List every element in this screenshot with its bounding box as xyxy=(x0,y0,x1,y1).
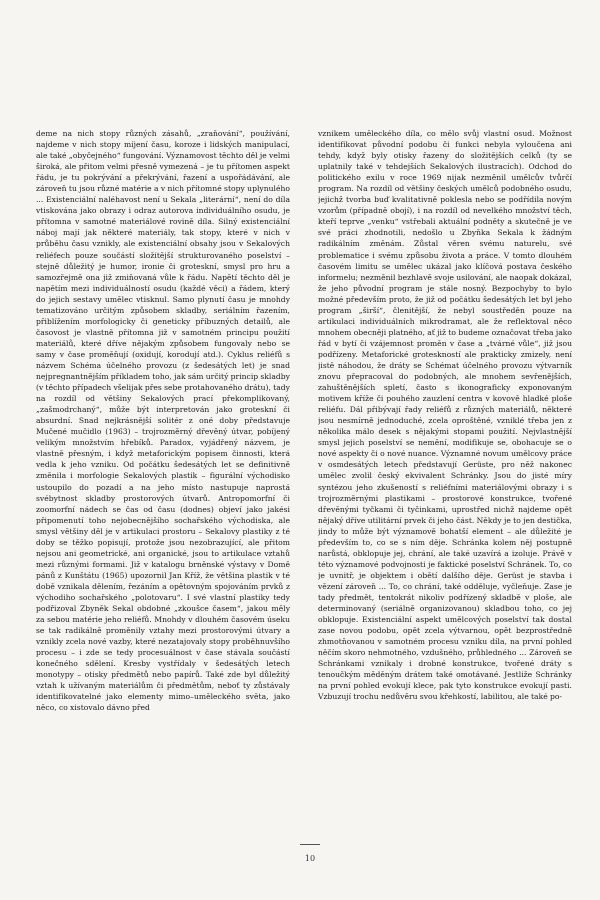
text-column-left: deme na nich stopy různých zásahů, „zraňování“, používání, najdeme v nich stopy míjení času, koroze i lidských manipulací, ale také „obyčejného“ fungování. Významovost těchto děl je velmi široká, ale přitom velmi přesně vymezená – je tu přítomen aspekt řádu, je tu pokrývání a překrývání, řazení a uspořádávání, ale zároveň tu jsou různé matérie a v nich přítomné stopy uplynulého ... Existenciální naléhavost není u Sekala „literární“, není do díla vtiskována jako obrazy i odraz autorova individuálního osudu, je přítomna v samotné materiálové rovině díla. Silný existenciální náboj mají jak některé materiály, tak stopy, které v nich v průběhu času vznikly, ale existenciální obsahy jsou v Sekalových reliéfech pouze součástí složitější strukturovaného poselství – stejně důležitý je humor, ironie či groteskní, smysl pro hru a samozřejmě ona již zmiňovaná vůle k řádu. Napětí těchto děl je napětím mezi individuálností osudu (každé věci) a řádem, který do jejich sestavy umělec vtisknul. Samo plynutí času je mnohdy tematizováno určitým způsobem skladby, seriálním řazením, přiblížením morfologicky či geneticky příbuzných detailů, ale časovost je vlastně přítomna již v samotném principu použití materiálů, které dříve nějakým způsobem fungovaly nebo se samy v čase proměňují (oxidují, korodují atd.). Cyklus reliéfů s názvem Schéma účelného provozu (z šedesátých let) je snad nejpregnantnějším příkladem toho, jak sám určitý princip skladby (v těchto případech všelijak přes sebe protahovaného drátu), tady na rozdíl od většiny Sekalových prací překomplikovaný, „zašmodrchaný“, může být interpretován jako groteskní či absurdní. Snad nejkrásnější solitér z oné doby představuje Mučené mučidlo (1963) – trojrozměrný dřevěný útvar, pobíjený velikým množstvím hřebíků. Paradox, vyjádřený názvem, je vlastně přesným, i když metaforickým popisem činnosti, která vedla k jeho vzniku. Od počátku šedesátých let se definitivně změnila i morfologie Sekalových plastik – figurální východisko ustoupilo do pozadí a na jeho místo nastupuje naprostá svébytnost skladby prostorových útvarů. Antropomorfní či zoomorfní nádech se čas od času (dodnes) objeví jako jakési připomenutí toho nejobecnějšího sochařského východiska, ale smysl většiny děl je v artikulaci prostoru – Sekalovy plastiky z té doby se těžko popisují, protože jsou nezobrazující, ale přitom nejsou ani geometrické, ani organické, jsou to artikulace vztahů mezi různými formami. Již v katalogu brněnské výstavy v Domě pánů z Kunštátu (1965) upozornil Jan Kříž, že většina plastik v té době vznikala dělením, řezáním a opětovným spojováním prvků z východiho sochařského „polotovaru“. I své vlastní plastiky tedy podřizoval Zbyněk Sekal obdobné „zkoušce časem“, jakou měly za sebou matérie jeho reliéfů. Mnohdy v dlouhém časovém úseku se tak radikálně proměnily vztahy mezi prostorovými útvary a vznikly zcela nové vazby, které nezatajovaly stopy proběhnuvšího procesu – i zde se tedy procesuálnost v čase stávala součástí konečného sdělení. Kresby vystřídaly v šedesátých letech monotypy – otisky předmětů nebo papírů. Také zde byl důležitý vztah k užívaným materiálům či předmětům, neboť ty zůstávaly identifikovatelné jako elementy mimo–uměleckého světa, jako něco, co xistovalo dávno před xyxy=(36,129,290,713)
page-footer xyxy=(290,844,330,865)
text-column-right: vznikem uměleckého díla, co mělo svůj vlastní osud. Možnost identifikovat původní podobu či funkci nebyla vyloučena ani tehdy, když byly otisky řazeny do složitějších celků (ty se uplatnily také v tehdejších Sekalových ilustracích). Odchod do politického exilu v roce 1969 nijak nezměnil umělcův tvůrčí program. Na rozdíl od většiny českých umělců podobného osudu, jejichž tvorba buď kvalitativně poklesla nebo se podřídila novým vzorům (případně obojí), i na rozdíl od nevelkého množství těch, kteří teprve „venku“ vstřebali aktuální podněty a skutečně je ve své práci zhodnotili, nedošlo u Zbyňka Sekala k žádným radikálním změnám. Zůstal věren svému naturelu, své problematice i svému způsobu života a práce. V tomto dlouhém časovém limitu se umělec ukázal jako klíčová postava českého informelu; nezměnil bezhlavě svoje usilování, ale naopak dokázal, že jeho původní program je stále nosný. Bezpochyby to bylo možné především proto, že již od počátku šedesátých let byl jeho program „širší“, členitější, že nebyl soustředěn pouze na artikulaci individuálních mikrodramat, ale že reflektoval něco mnohem obecněji platného, ať již to budeme označovat třeba jako řád v bytí či vzájemnost proměn v čase a „tvárné vůle“, již jsou podřízeny. Metaforické groteskností ale prakticky zmizely, není jistě náhodou, že dráty se Schémat účelného provozu výtvarník znovu přepracoval do podobných, ale mnohem sevřenějších, zahuštěnějších spletí, často s ikonograficky exponovaným motivem kříže či pouhého zauzlení centra v kovově hladké ploše reliéfu. Dál přibývají řady reliéfů z různých materiálů, některé jsou nesmírně jednoduché, zcela oproštěné, vzniklé třeba jen z několika málo desek s nějakými stopami použití. Nejvlastnější smysl jejich poselství se nemění, modifikuje se, obohacuje se o nové aspekty či o nové nuance. Významné novum umělcovy práce v osmdesátých letech představují Gerüste, pro něž nakonec umělec zvolil český ekvivalent Schránky. Jsou do jisté míry syntézou jeho zkušeností s reliéfními materiálovými obrazy i s trojrozměrnými plastikami – prostorové konstrukce, tvořené dřevěnými tyčkami či tyčinkami, uprostřed nichž najdeme opět nějaký dříve utilitární prvek či jeho část. Někdy je to jen destička, jindy to může být významově bohatší element – ale důležité je především to, co se s ním děje. Schránka kolem něj postupně narůstá, obklopuje jej, chrání, ale také uzavírá a izoluje. Právě v této významové podvojnosti je faktické poselství Schránek. To, co je uvnitř, je objektem i obětí dalšího děje. Gerüst je stavba i vězení zároveň ... To, co chrání, také odděluje, vyčleňuje. Zase je tady předmět, tentokrát nikoliv podřízený skladbě v ploše, ale determinovaný (seriálně organizovanou) skladbou toho, co jej obklopuje. Existenciální aspekt umělcových poselství tak dostal zase novou podobu, opět zcela výtvarnou, opět bezprostředně zhmotňovanou v samotném procesu vzniku díla, na první pohled něčím skoro nehmotného, vzdušného, průhledného ... Zároveň se Schránkami vznikaly i drobné konstrukce, tvořené dráty s tenoučkým měděným drátem také omotávané. Jestliže Schránky na první pohled evokují klece, pak tyto konstrukce evokují pasti. Vzbuzují trochu nedůvěru svou křehkostí, labilitou, ale také po- xyxy=(318,129,572,702)
page-number: 10 xyxy=(304,854,316,863)
page-number-rule xyxy=(300,844,320,845)
